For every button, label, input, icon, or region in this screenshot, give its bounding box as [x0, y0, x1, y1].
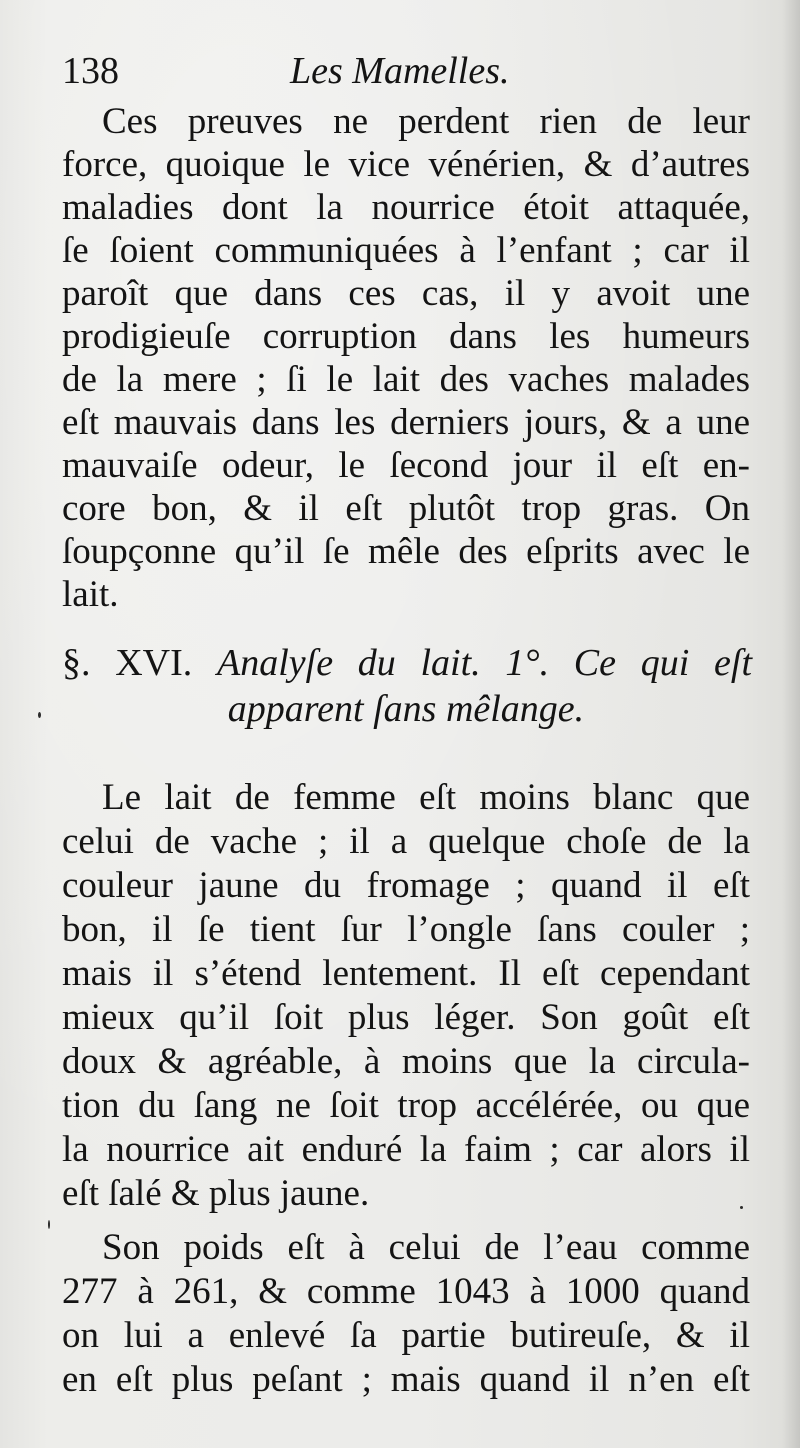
text-line: bon, il ſe tient ſur l’ongle ſans couler ; [62, 909, 750, 950]
text-line: lait. [62, 574, 119, 615]
text-line: Son poids eſt à celui de l’eau comme [102, 1227, 750, 1268]
text-line: de la mere ; ſi le lait des vaches malades [62, 359, 750, 400]
ink-speck [740, 1206, 743, 1209]
text-line: celui de vache ; il a quelque choſe de la [62, 821, 750, 862]
text-line: doux & agréable, à moins que la circula- [62, 1041, 750, 1082]
text-line: paroît que dans ces cas, il y avoit une [62, 273, 750, 314]
text-line: eſt mauvais dans les derniers jours, & a une [62, 402, 750, 443]
text-line: tion du ſang ne ſoit trop accélérée, ou que [62, 1085, 750, 1126]
section-title-continued: apparent ſans mêlange. [227, 688, 585, 730]
section-number: §. XVI. [62, 642, 193, 684]
text-line: la nourrice ait enduré la faim ; car alors il [62, 1129, 750, 1170]
text-line: mauvaiſe odeur, le ſecond jour il eſt en- [62, 445, 750, 486]
text-line: on lui a enlevé ſa partie butireuſe, & il [62, 1315, 750, 1356]
running-title: Les Mamelles. [290, 50, 510, 92]
text-line: mieux qu’il ſoit plus léger. Son goût eſt [62, 997, 750, 1038]
page-number: 138 [62, 50, 119, 92]
text-line: ſe ſoient communiquées à l’enfant ; car il [62, 230, 750, 271]
section-title: Analyſe du lait. 1°. Ce qui eſt [217, 642, 753, 684]
page-header [62, 48, 752, 98]
text-line: eſt ſalé & plus jaune. [62, 1173, 370, 1214]
text-line: mais il s’étend lentement. Il eſt cependant [62, 953, 750, 994]
ink-speck [48, 1220, 50, 1229]
text-line: Le lait de femme eſt moins blanc que [102, 777, 750, 818]
text-line: 277 à 261, & comme 1043 à 1000 quand [62, 1271, 750, 1312]
text-line: maladies dont la nourrice étoit attaquée, [62, 187, 750, 228]
page-edge-shadow [782, 0, 800, 1448]
text-line: force, quoique le vice vénérien, & d’autres [62, 144, 750, 185]
text-line: prodigieuſe corruption dans les humeurs [62, 316, 750, 357]
text-line: ſoupçonne qu’il ſe mêle des eſprits avec le [62, 531, 750, 572]
section-heading [62, 640, 752, 686]
text-line: core bon, & il eſt plutôt trop gras. On [62, 488, 750, 529]
text-line: couleur jaune du fromage ; quand il eſt [62, 865, 750, 906]
ink-speck [38, 712, 41, 718]
text-line: en eſt plus peſant ; mais quand il n’en eſt [62, 1359, 750, 1400]
text-line: Ces preuves ne perdent rien de leur [102, 101, 750, 142]
